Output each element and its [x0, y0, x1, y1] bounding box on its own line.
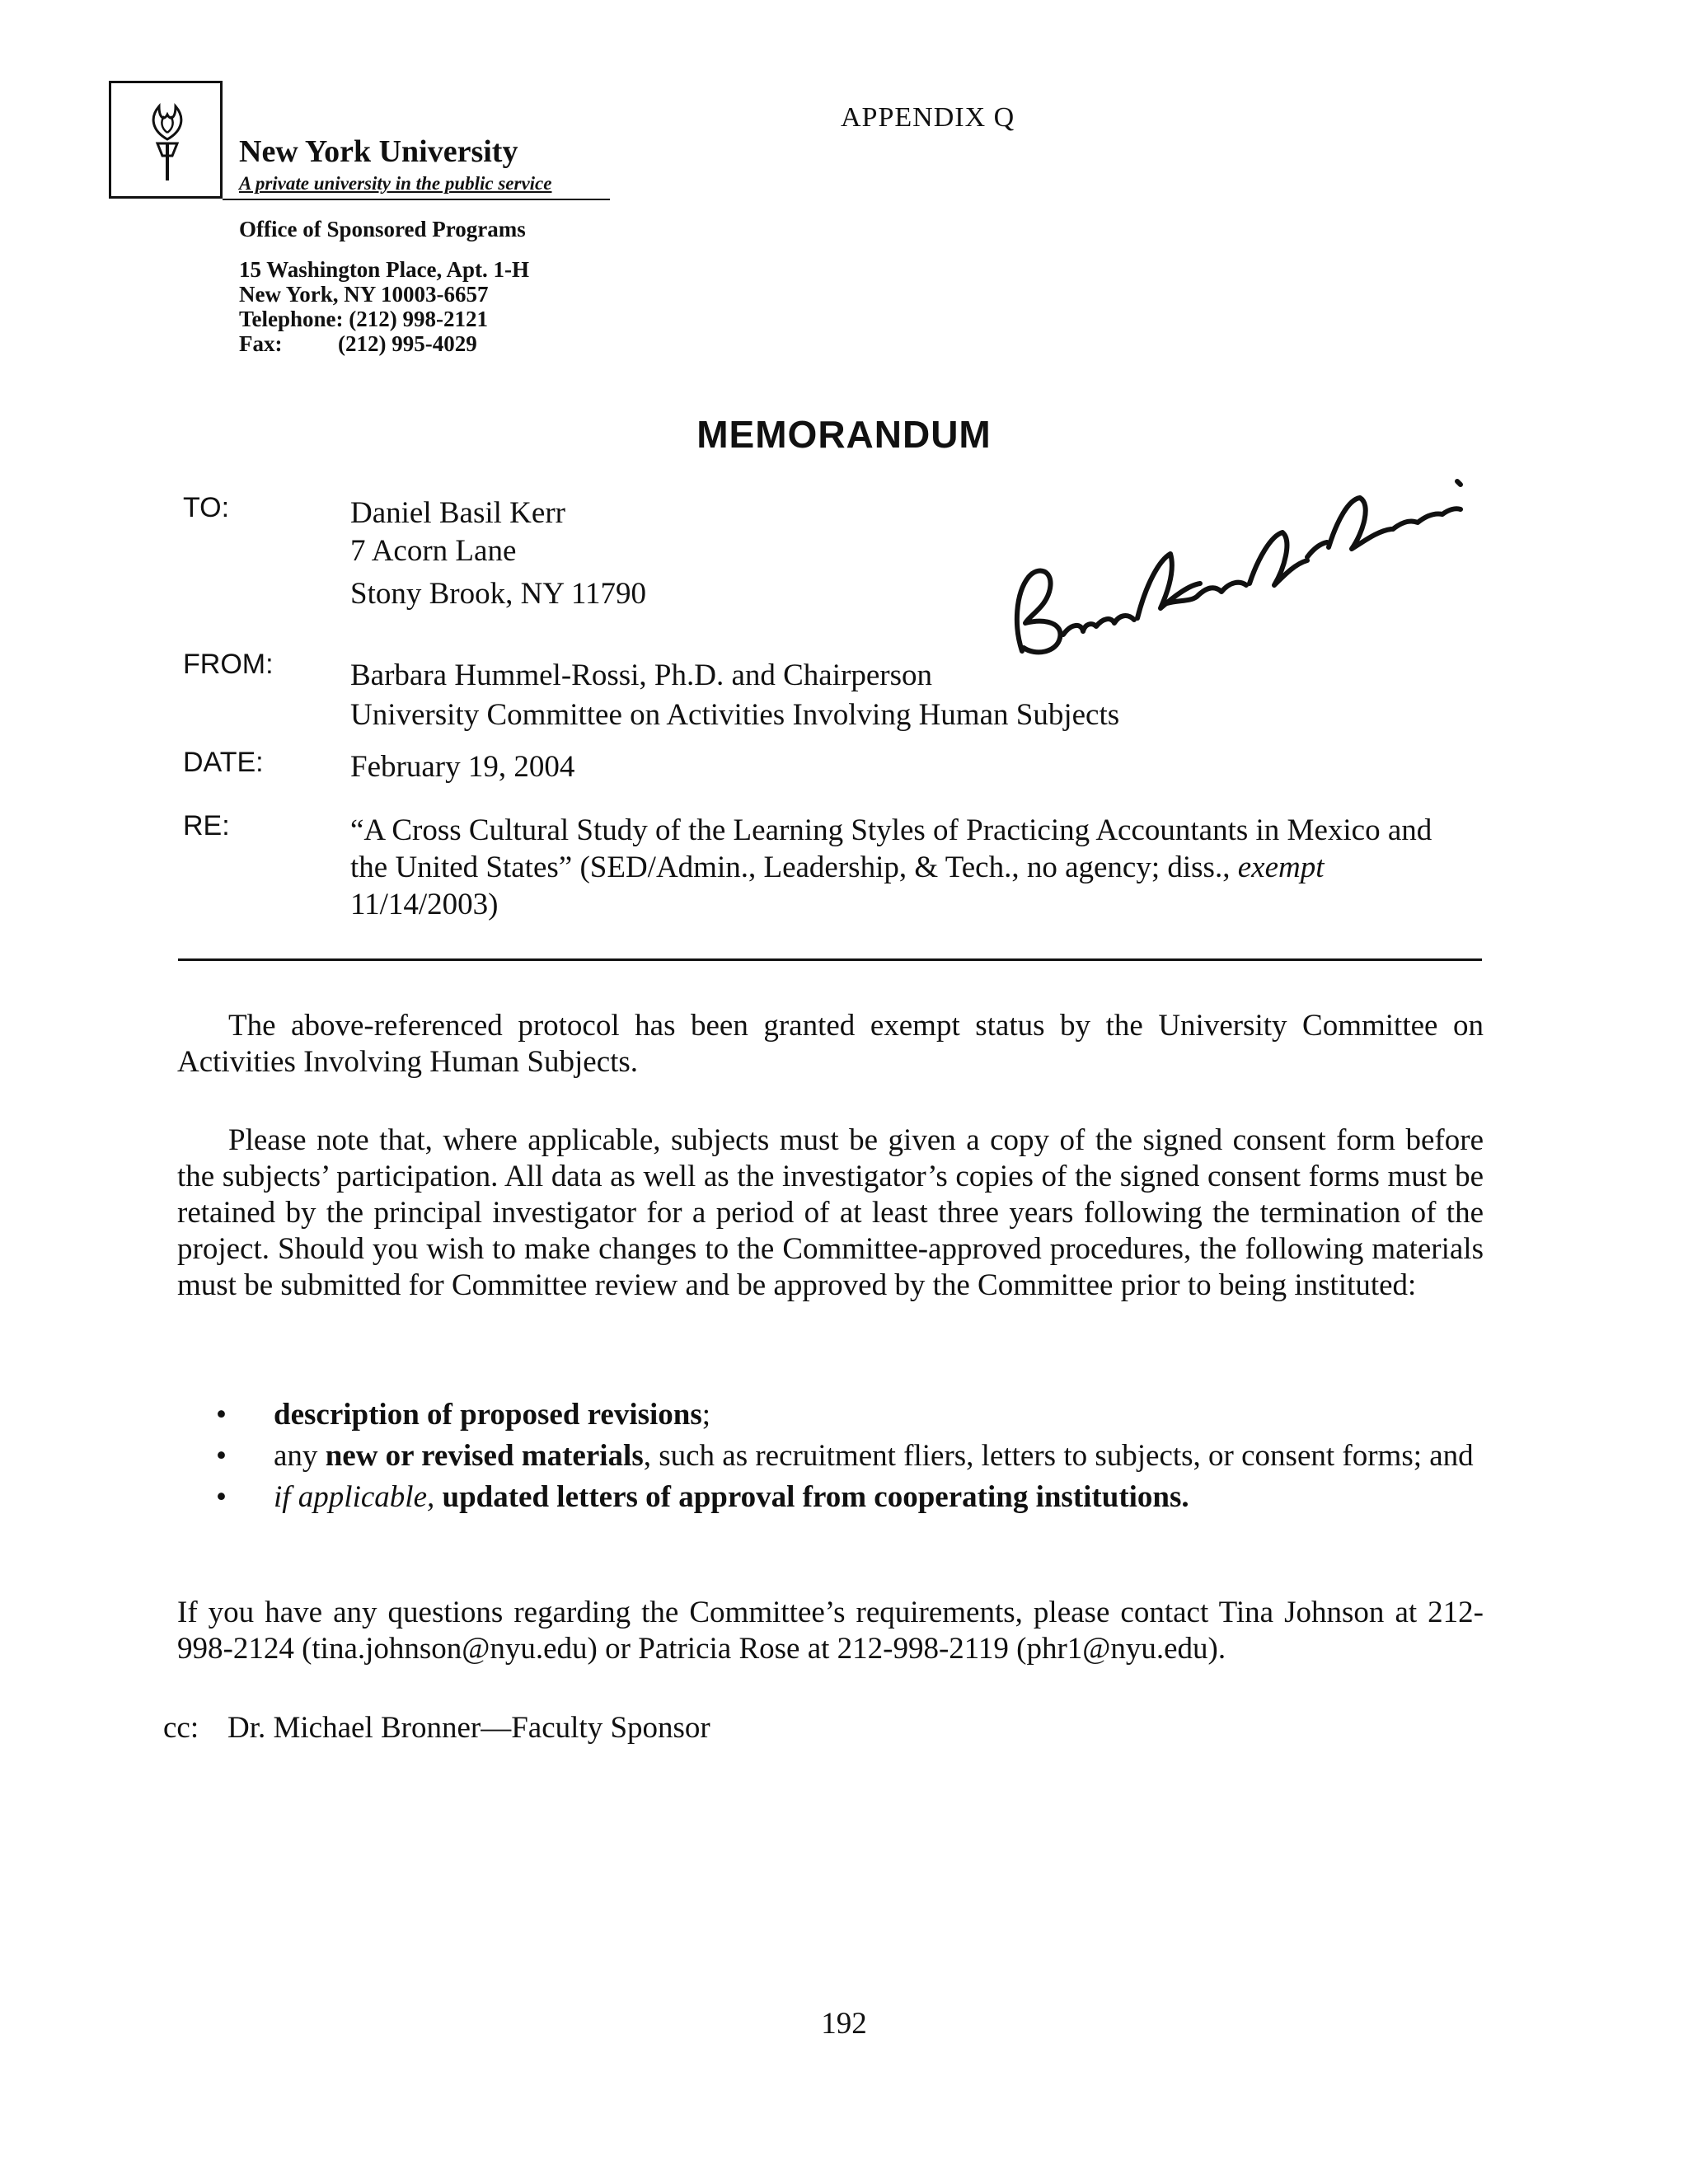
letterhead-rule: [223, 199, 610, 200]
bullet-icon: •: [216, 1480, 227, 1514]
memo-date: February 19, 2004: [350, 750, 575, 784]
from-line-2: University Committee on Activities Involving Human Subjects: [350, 698, 1120, 732]
cc-recipient: Dr. Michael Bronner—Faculty Sponsor: [227, 1711, 710, 1745]
bullet-2-pre: any: [274, 1439, 318, 1473]
nyu-logo: [109, 81, 223, 199]
address-line-1: 15 Washington Place, Apt. 1-H: [239, 257, 530, 282]
handwritten-signature: [1006, 462, 1467, 672]
list-item: [216, 1438, 1485, 1474]
re-exempt: exempt: [1237, 851, 1325, 884]
appendix-label: APPENDIX Q: [841, 102, 1015, 133]
office-name: Office of Sponsored Programs: [239, 217, 526, 241]
date-label: DATE:: [183, 747, 264, 778]
to-label: TO:: [183, 492, 230, 523]
section-divider: [178, 958, 1482, 961]
to-street: 7 Acorn Lane: [350, 534, 517, 568]
address-line-2: New York, NY 10003-6657: [239, 282, 489, 307]
telephone-label: Telephone:: [239, 307, 344, 331]
to-name: Daniel Basil Kerr: [350, 496, 565, 530]
to-city: Stony Brook, NY 11790: [350, 577, 647, 611]
list-item: [216, 1397, 1485, 1433]
university-tagline: A private university in the public service: [239, 173, 552, 194]
bullet-1-bold: description of proposed revisions: [274, 1398, 702, 1432]
fax-line: [239, 332, 282, 355]
telephone-line: [239, 307, 488, 330]
bullet-2-bold: new or revised materials: [325, 1439, 644, 1473]
bullet-2-rest: , such as recruitment fliers, letters to subjects, or consent forms; and: [643, 1439, 1474, 1473]
bullet-3-bold: updated letters of approval from cooperating institutions.: [442, 1480, 1189, 1514]
required-materials-list: [216, 1397, 1485, 1521]
bullet-icon: •: [216, 1398, 227, 1432]
fax-number: (212) 995-4029: [338, 331, 477, 356]
fax-label: Fax:: [239, 331, 283, 356]
from-label: FROM:: [183, 649, 274, 680]
re-label: RE:: [183, 810, 230, 841]
bullet-icon: •: [216, 1439, 227, 1473]
from-line-1: Barbara Hummel-Rossi, Ph.D. and Chairperson: [350, 658, 932, 692]
paragraph-consent-note: Please note that, where applicable, subjects must be given a copy of the signed consent form before the subjects’ participation. All data as well as the investigator’s copies of the signed consent forms must be retained by the principal investigator for a period of at least three years following the termination of the project. Should you wish to make changes to the Committee-approved procedures, the following materials must be submitted for Committee review and be approved by the Committee prior to being instituted:: [177, 1123, 1484, 1302]
bullet-3-italic: if applicable,: [274, 1480, 435, 1514]
cc-label: cc:: [163, 1711, 199, 1745]
bullet-1-rest: ;: [701, 1398, 711, 1432]
nyu-torch-icon: [134, 98, 200, 185]
university-name: New York University: [239, 134, 518, 169]
page-title: MEMORANDUM: [696, 413, 992, 456]
re-subject-text: “A Cross Cultural Study of the Learning Styles of Practicing Accountants in Mexico and the United States” (SED/Admin., Leadership, & Tech., no agency; diss.,: [350, 813, 1432, 884]
telephone-number: (212) 998-2121: [349, 307, 489, 331]
cc-line: [163, 1710, 710, 1746]
re-subject: [350, 812, 1471, 923]
page-number: 192: [821, 2007, 867, 2041]
paragraph-contacts: If you have any questions regarding the Committee’s requirements, please contact Tina Johnson at 212-998-2124 (tina.johnson@nyu.edu) or Patricia Rose at 212-998-2119 (phr1@nyu.edu).: [177, 1596, 1484, 1666]
re-subject-tail: 11/14/2003): [350, 888, 499, 921]
paragraph-exempt-status: The above-referenced protocol has been granted exempt status by the University Committee on Activities Involving Human Subjects.: [177, 1009, 1484, 1079]
list-item: [216, 1479, 1485, 1516]
